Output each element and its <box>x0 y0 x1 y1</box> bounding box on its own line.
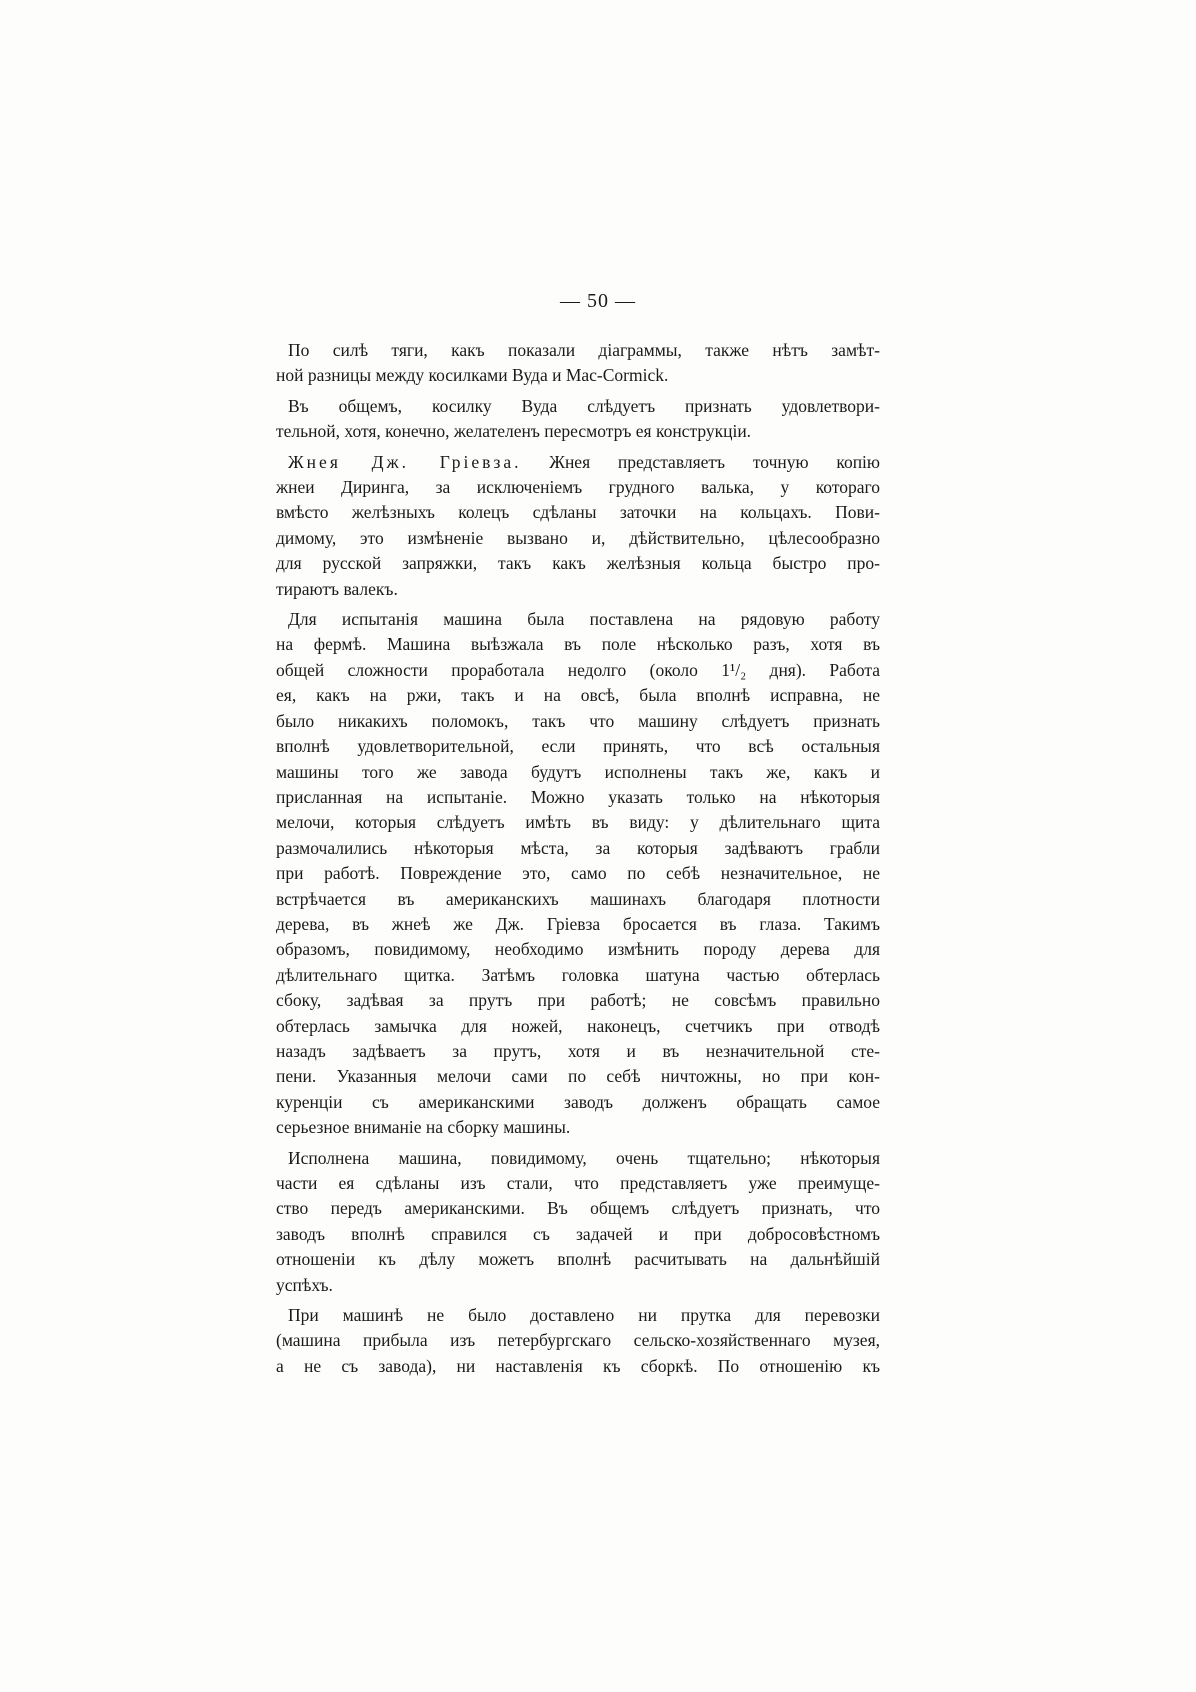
text-line: ея, какъ на ржи, такъ и на овсѣ, была вполнѣ исправна, не <box>276 685 880 706</box>
text-line: заводъ вполнѣ справился съ задачей и при добросовѣстномъ <box>276 1223 880 1244</box>
text-line: для русской запряжки, такъ какъ желѣзныя кольца быстро про- <box>276 553 880 574</box>
text-line: отношеніи къ дѣлу можетъ вполнѣ расчитывать на дальнѣйшій <box>276 1249 880 1270</box>
text-line: сбоку, задѣвая за прутъ при работѣ; не совсѣмъ правильно <box>276 990 880 1011</box>
text-line: присланная на испытаніе. Можно указать только на нѣкоторыя <box>276 786 880 807</box>
text-line: ной разницы между косилками Вуда и Mac-Cormick. <box>276 365 669 386</box>
text-line: серьезное вниманіе на сборку машины. <box>276 1117 571 1138</box>
text-line: димому, это измѣненіе вызвано и, дѣйствительно, цѣлесообразно <box>276 527 880 548</box>
paragraph <box>276 338 880 389</box>
paragraph <box>276 450 880 602</box>
text-line: машины того же завода будутъ исполнены такъ же, какъ и <box>276 761 880 782</box>
text-line: встрѣчается въ американскихъ машинахъ благодаря плотности <box>276 888 880 909</box>
text-line: Въ общемъ, косилку Вуда слѣдуетъ признать удовлетвори- <box>288 395 880 416</box>
text-line: мелочи, которыя слѣдуетъ имѣть въ виду: у дѣлительнаго щита <box>276 812 880 833</box>
text-line: Жнея Дж. Гріевза. Жнея представляетъ точную копію <box>288 451 880 472</box>
text-line: жнеи Диринга, за исключеніемъ грудного валька, у котораго <box>276 477 880 498</box>
section-heading: Жнея Дж. Гріевза. <box>288 451 522 472</box>
text-line: было никакихъ поломокъ, такъ что машину слѣдуетъ признать <box>276 710 880 731</box>
text-line: При машинѣ не было доставлено ни прутка для перевозки <box>288 1305 880 1326</box>
paragraph <box>276 394 880 445</box>
text-line: а не съ завода), ни наставленія къ сборкѣ. По отношенію къ <box>276 1355 880 1376</box>
text-line: успѣхъ. <box>276 1274 333 1295</box>
text-line: общей сложности проработала недолго (около 1¹/₂ дня). Работа <box>276 659 880 680</box>
text-line: части ея сдѣланы изъ стали, что представляетъ уже преимуще- <box>276 1173 880 1193</box>
text-line: ство передъ американскими. Въ общемъ слѣдуетъ признать, что <box>276 1198 880 1219</box>
text-line: дерева, въ жнеѣ же Дж. Гріевза бросается въ глаза. Такимъ <box>276 913 880 934</box>
paragraph <box>276 1303 880 1379</box>
text-line: куренціи съ американскими заводъ долженъ обращать самое <box>276 1091 880 1112</box>
text-line: образомъ, повидимому, необходимо измѣнить породу дерева для <box>276 939 880 960</box>
text-line: По силѣ тяги, какъ показали діаграммы, также нѣтъ замѣт- <box>288 340 880 360</box>
text-line: обтерлась замычка для ножей, наконецъ, счетчикъ при отводѣ <box>276 1015 880 1036</box>
text-line: Исполнена машина, повидимому, очень тщательно; нѣкоторыя <box>288 1147 880 1168</box>
text-line: при работѣ. Повреждение это, само по себѣ незначительное, не <box>276 863 880 884</box>
text-line: на фермѣ. Машина выѣзжала въ поле нѣсколько разъ, хотя въ <box>276 634 880 655</box>
text-line: вмѣсто желѣзныхъ колецъ сдѣланы заточки на кольцахъ. Пови- <box>276 502 880 523</box>
page-number: — 50 — <box>560 290 636 312</box>
text-line: назадъ задѣваетъ за прутъ, хотя и въ незначительной сте- <box>276 1040 880 1061</box>
text-line: дѣлительнаго щитка. Затѣмъ головка шатуна частью обтерлась <box>276 964 880 985</box>
text-line: Для испытанія машина была поставлена на рядовую работу <box>288 609 880 630</box>
paragraph <box>276 607 880 1141</box>
text-line: тираютъ валекъ. <box>276 578 398 599</box>
text-line: тельной, хотя, конечно, желателенъ пересмотръ ея конструкціи. <box>276 421 752 442</box>
text-line: размочалились нѣкоторыя мѣста, за которыя задѣваютъ грабли <box>276 837 880 858</box>
text-line: пени. Указанныя мелочи сами по себѣ ничтожны, но при кон- <box>276 1066 880 1087</box>
body-text <box>276 338 880 1379</box>
text-line: (машина прибыла изъ петербургскаго сельско-хозяйственнаго музея, <box>276 1330 880 1351</box>
text-line: вполнѣ удовлетворительной, если принять, что всѣ остальныя <box>276 736 880 757</box>
paragraph <box>276 1146 880 1298</box>
